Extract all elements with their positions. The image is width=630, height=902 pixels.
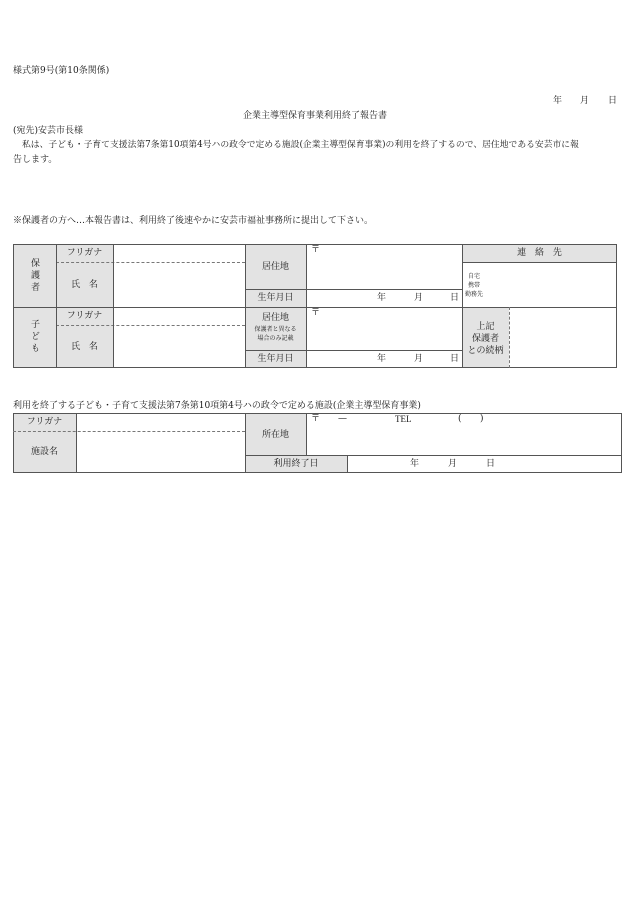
guardian-birth-month: 月 <box>414 293 424 303</box>
contact-header: 連 絡 先 <box>517 248 562 258</box>
guardian-birth-divider <box>245 289 462 290</box>
child-address-note2: 場合のみ記載 <box>257 335 294 342</box>
child-name-label: 氏 名 <box>71 342 98 352</box>
relation-label-line3: との続柄 <box>467 346 504 356</box>
guardian-furigana-label: フリガナ <box>66 248 103 258</box>
facility-furigana-label: フリガナ <box>26 417 63 427</box>
child-label: 子ども <box>29 319 39 355</box>
child-birth-day: 日 <box>450 354 460 364</box>
contact-home-label: 自宅 <box>468 273 481 280</box>
addressee: (宛先)安芸市長様 <box>13 126 84 136</box>
guardian-birth-year: 年 <box>377 293 387 303</box>
child-address-label: 居住地 <box>261 313 289 323</box>
facility-tel-label: TEL <box>395 414 412 424</box>
col-divider <box>306 244 307 368</box>
page-title: 企業主導型保育事業利用終了報告書 <box>242 111 387 121</box>
guardian-birth-day: 日 <box>450 293 460 303</box>
child-furigana-label: フリガナ <box>66 311 103 321</box>
guardian-name-label: 氏 名 <box>71 280 98 290</box>
facility-name-label: 施設名 <box>30 447 58 457</box>
col-divider <box>76 413 77 473</box>
col-divider <box>113 244 114 368</box>
form-number: 様式第9号(第10条関係) <box>13 66 110 76</box>
date-year-label: 年 <box>553 96 563 106</box>
contact-mobile-label: 携帯 <box>468 282 481 289</box>
guardian-label: 保護者 <box>29 258 39 294</box>
notice-text: ※保護者の方へ…本報告書は、利用終了後速やかに安芸市福祉事務所に提出して下さい。 <box>13 216 374 226</box>
guardian-furigana-divider <box>56 262 245 263</box>
child-birth-year: 年 <box>377 354 387 364</box>
child-address-note1: 保護者と異なる <box>254 326 297 333</box>
row-divider <box>245 455 622 456</box>
guardian-address-label: 居住地 <box>261 262 289 272</box>
relation-label-line2: 保護者 <box>471 334 499 344</box>
child-birthdate-label: 生年月日 <box>257 354 294 364</box>
facility-furigana-divider <box>13 431 245 432</box>
relation-divider <box>509 307 510 368</box>
end-date-year: 年 <box>410 459 420 469</box>
facility-postal-dash: — <box>338 414 347 424</box>
date-day-label: 日 <box>608 96 618 106</box>
child-birth-divider <box>245 350 462 351</box>
body-text-line2: 告します。 <box>13 155 58 165</box>
facility-postal-mark: 〒 <box>311 414 321 424</box>
contact-header-divider <box>462 262 617 263</box>
facility-tel-paren-open: ( <box>458 414 462 424</box>
col-divider <box>347 455 348 473</box>
relation-label-line1: 上記 <box>476 322 495 332</box>
end-date-label: 利用終了日 <box>273 459 319 469</box>
col-divider <box>306 413 307 455</box>
guardian-birthdate-label: 生年月日 <box>257 293 294 303</box>
end-date-month: 月 <box>448 459 458 469</box>
body-text-line1: 私は、子ども・子育て支援法第7条第10項第4号ハの政令で定める施設(企業主導型保育事業)の利用を終了するので、居住地である安芸市に報 <box>22 140 579 150</box>
contact-work-label: 勤務先 <box>465 291 484 298</box>
child-birth-month: 月 <box>414 354 424 364</box>
facility-tel-paren-close: ) <box>480 414 484 424</box>
facility-table-caption: 利用を終了する子ども・子育て支援法第7条第10項第4号ハの政令で定める施設(企業主導型保育事業) <box>13 401 421 411</box>
facility-location-label: 所在地 <box>261 430 289 440</box>
date-month-label: 月 <box>580 96 590 106</box>
child-postal-mark: 〒 <box>311 308 321 318</box>
end-date-day: 日 <box>486 459 496 469</box>
child-furigana-divider <box>56 325 245 326</box>
guardian-postal-mark: 〒 <box>311 245 321 255</box>
